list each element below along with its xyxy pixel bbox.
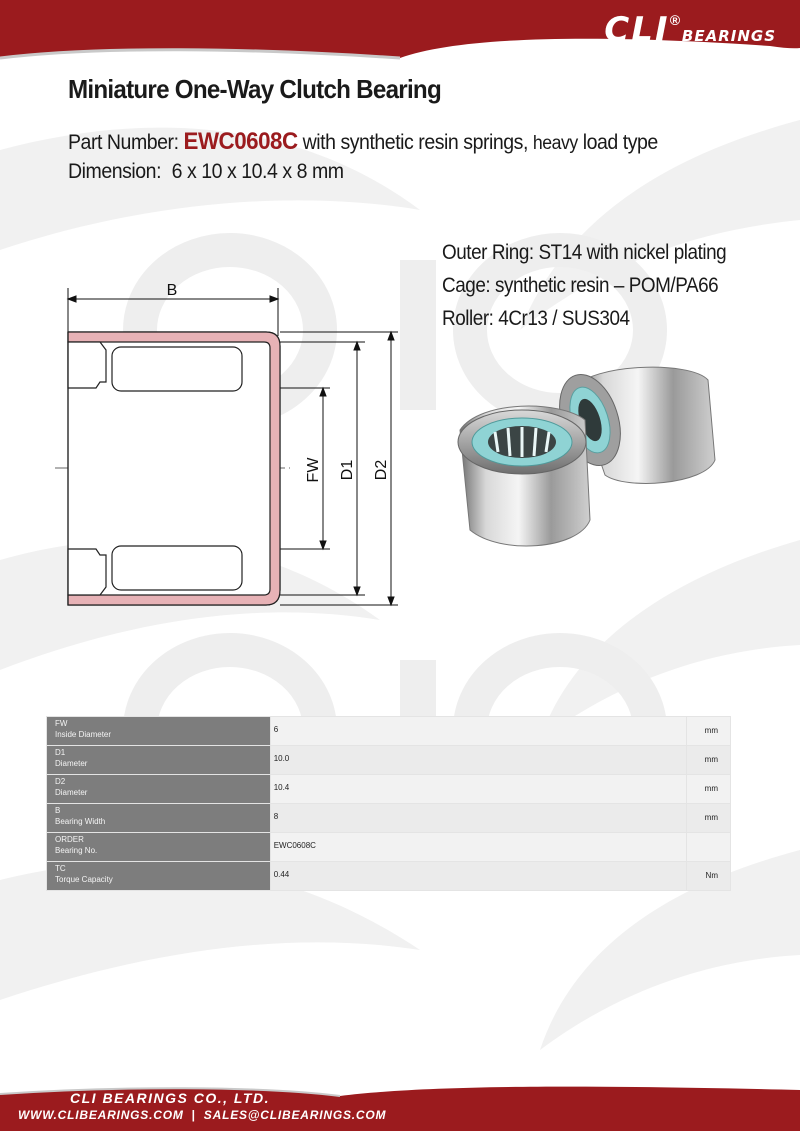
spec-outer-ring: Outer Ring: ST14 with nickel plating	[442, 241, 727, 264]
spec-cage: Cage: synthetic resin – POM/PA66	[442, 274, 719, 297]
row-label-cell	[47, 746, 271, 775]
footer-email-link[interactable]: SALES@CLIBEARINGS.COM	[203, 1108, 387, 1122]
row-name: Torque Capacity	[55, 875, 113, 884]
spec-roller: Roller: 4Cr13 / SUS304	[442, 307, 630, 330]
footer-company-name: CLI BEARINGS CO., LTD.	[70, 1090, 270, 1106]
table-row	[47, 746, 731, 775]
table-row	[47, 775, 731, 804]
row-value: 8	[270, 804, 686, 833]
row-name: Diameter	[55, 788, 88, 797]
part-number-label: Part Number:	[68, 131, 179, 154]
row-label-cell	[47, 804, 271, 833]
dimension-label: Dimension:	[68, 160, 162, 183]
table-row	[47, 862, 731, 891]
dimension-line	[68, 160, 344, 184]
row-code: D2	[55, 777, 66, 786]
dimension-value: 6 x 10 x 10.4 x 8 mm	[171, 160, 344, 183]
row-unit: mm	[687, 717, 731, 746]
part-description-heavy: heavy	[532, 133, 578, 154]
part-description: with synthetic resin springs,	[302, 131, 528, 154]
label-fw: FW	[305, 457, 322, 483]
part-number-code: EWC0608C	[183, 128, 298, 155]
row-label-cell	[47, 775, 271, 804]
document-title: Miniature One-Way Clutch Bearing	[68, 74, 441, 104]
footer-separator: |	[191, 1108, 196, 1122]
row-value: 10.0	[270, 746, 686, 775]
table-row	[47, 804, 731, 833]
row-label-cell	[47, 833, 271, 862]
label-b: B	[166, 282, 178, 299]
row-label-cell	[47, 717, 271, 746]
row-unit: mm	[687, 804, 731, 833]
row-name: Diameter	[55, 759, 88, 768]
row-unit: Nm	[687, 862, 731, 891]
row-name: Bearing Width	[55, 817, 106, 826]
row-code: TC	[55, 864, 66, 873]
logo-sub-text: BEARINGS	[681, 27, 776, 45]
label-d1: D1	[339, 459, 356, 481]
row-code: B	[55, 806, 61, 815]
part-description-load: load type	[582, 131, 658, 154]
row-value: 10.4	[270, 775, 686, 804]
row-label-cell	[47, 862, 271, 891]
bearing-product-image	[440, 350, 740, 580]
label-d2: D2	[373, 459, 390, 481]
row-name: Bearing No.	[55, 846, 98, 855]
specifications-table	[46, 716, 731, 891]
part-number-line	[68, 128, 658, 156]
table-row	[47, 833, 731, 862]
row-name: Inside Diameter	[55, 730, 112, 739]
logo-registered-mark: ®	[669, 12, 680, 28]
logo-main-text: CLI	[604, 10, 670, 50]
row-unit: mm	[687, 746, 731, 775]
footer-website-link[interactable]: WWW.CLIBEARINGS.COM	[18, 1108, 184, 1122]
row-value: 6	[270, 717, 686, 746]
row-value: 0.44	[270, 862, 686, 891]
row-value: EWC0608C	[270, 833, 686, 862]
table-row	[47, 717, 731, 746]
footer-contact-line	[18, 1108, 386, 1122]
row-code: FW	[55, 719, 68, 728]
row-unit	[687, 833, 731, 862]
row-unit: mm	[687, 775, 731, 804]
technical-drawing	[40, 270, 410, 620]
row-code: D1	[55, 748, 66, 757]
row-code: ORDER	[55, 835, 84, 844]
